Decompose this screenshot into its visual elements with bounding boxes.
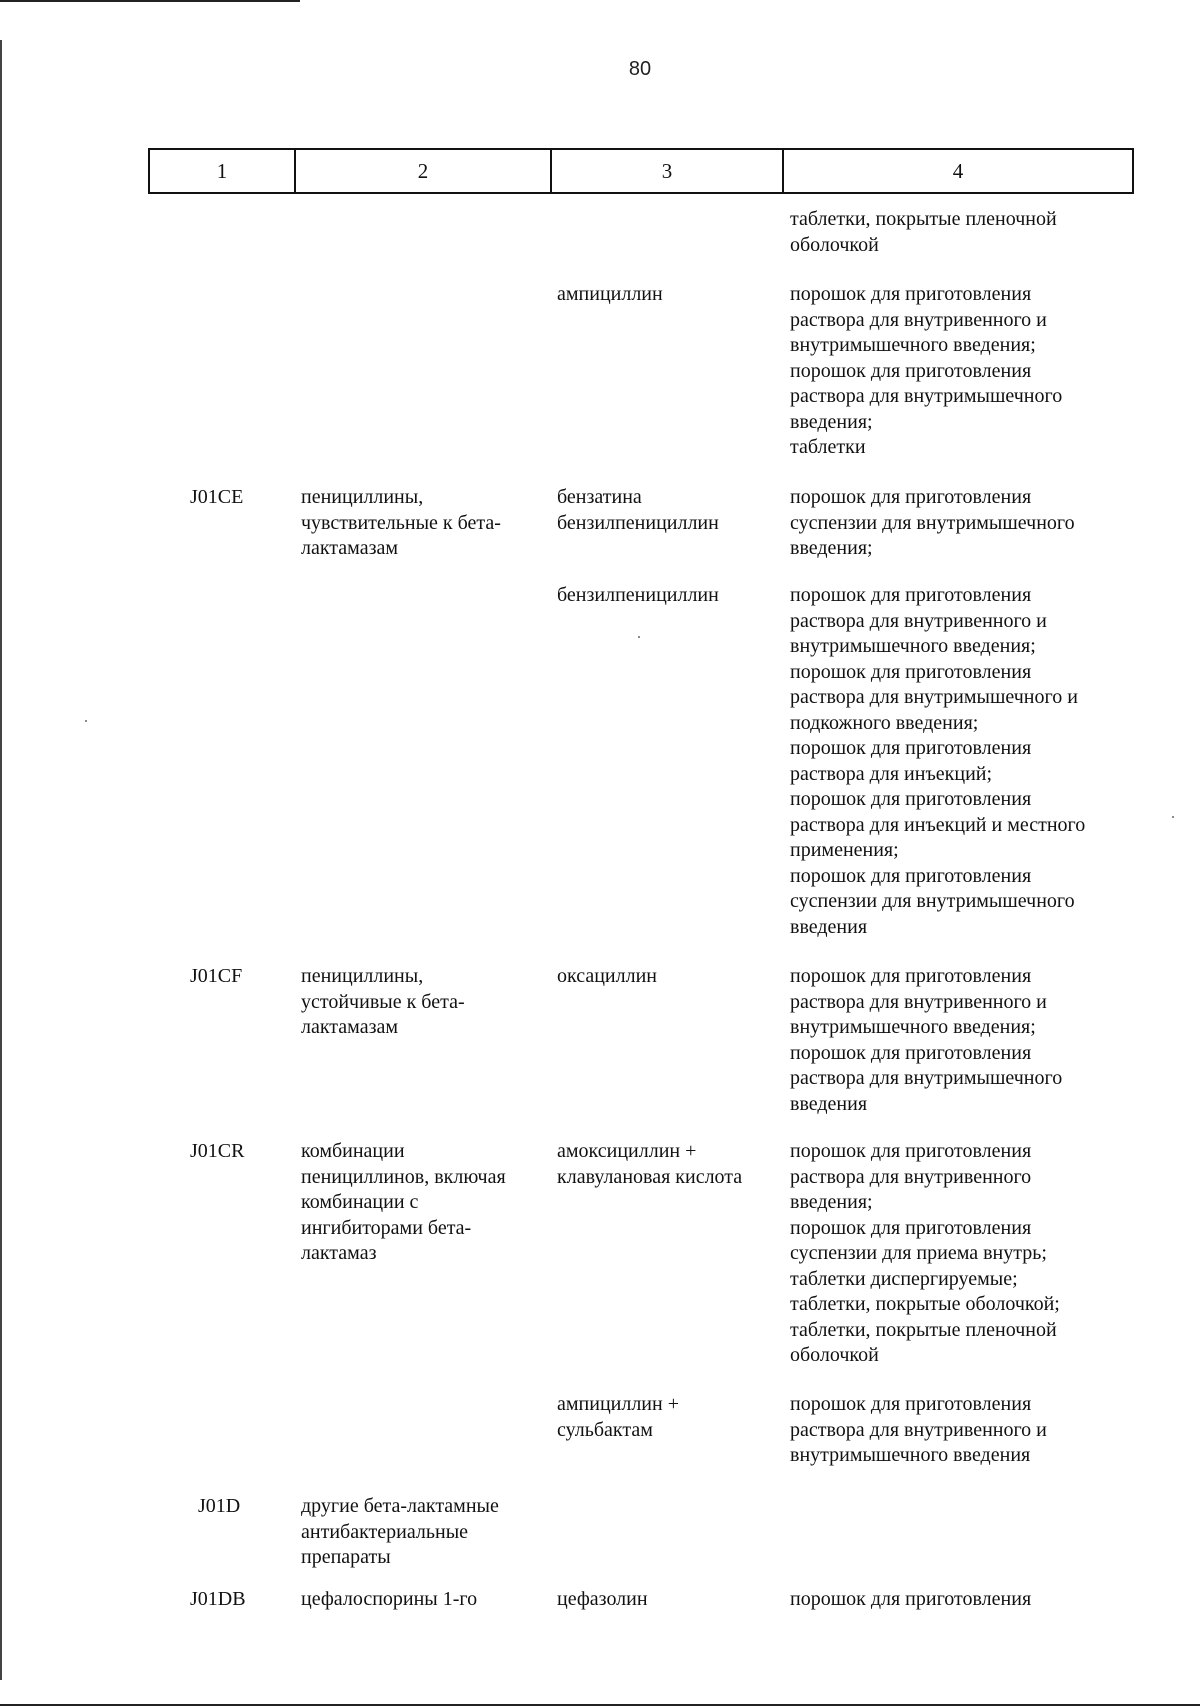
pharmacological-group: другие бета-лактамные антибактериальные препараты — [301, 1495, 499, 1568]
column-header-2: 2 — [296, 150, 552, 192]
column-header-4: 4 — [952, 158, 964, 183]
dosage-forms: порошок для приготовления раствора для внутривенного введения; порошок для приготовления суспензии для приема внутрь; таблетки диспергируемые; таблетки, покрытые оболочкой; таблетки, покрытые пленочной оболочкой — [790, 1140, 1060, 1366]
pharmacological-group: пенициллины, устойчивые к бета- лактамазам — [301, 965, 465, 1038]
left-scan-edge — [0, 40, 2, 1680]
drug-name: ампициллин — [557, 283, 663, 305]
drug-name: бензатина бензилпенициллин — [557, 486, 719, 534]
column-header-3: 3 — [552, 150, 784, 192]
drug-name: цефазолин — [557, 1588, 648, 1610]
bottom-border-line — [0, 1704, 1200, 1706]
pharmacological-group: пенициллины, чувствительные к бета- лактамазам — [301, 486, 501, 559]
scan-speck — [85, 720, 87, 722]
dosage-forms: порошок для приготовления раствора для внутривенного и внутримышечного введения; порошок для приготовления раствора для внутримышечного введения; таблетки — [790, 283, 1063, 458]
dosage-forms: порошок для приготовления суспензии для внутримышечного введения; — [790, 486, 1075, 559]
drug-name: бензилпенициллин — [557, 584, 719, 606]
drug-name: амоксициллин + клавулановая кислота — [557, 1140, 743, 1188]
dosage-forms: порошок для приготовления раствора для внутривенного и внутримышечного введения — [790, 1393, 1047, 1466]
column-header-1: 1 — [150, 150, 296, 192]
page-number: 80 — [628, 58, 652, 80]
pharmacological-group: цефалоспорины 1-го — [301, 1588, 478, 1610]
atc-code: J01D — [198, 1495, 241, 1517]
dosage-forms: порошок для приготовления раствора для внутривенного и внутримышечного введения; порошок для приготовления раствора для внутримышечного и подкожного введения; порошок для приготовления раствора для инъекций; порошок для приготовления раствора для инъекций и местного применения; порошок для приготовления суспензии для внутримышечного введения — [790, 584, 1086, 938]
scan-speck — [638, 636, 640, 638]
dosage-forms: таблетки, покрытые пленочной оболочкой — [790, 208, 1057, 256]
drug-name: ампициллин + сульбактам — [557, 1393, 679, 1441]
atc-code: J01CR — [190, 1140, 245, 1162]
atc-code: J01CE — [190, 486, 244, 508]
atc-code: J01DB — [190, 1588, 246, 1610]
dosage-forms: порошок для приготовления — [790, 1588, 1032, 1610]
scan-speck — [1172, 816, 1174, 818]
atc-code: J01CF — [190, 965, 243, 987]
dosage-forms: порошок для приготовления раствора для внутривенного и внутримышечного введения; порошок для приготовления раствора для внутримышечного введения — [790, 965, 1063, 1115]
drug-name: оксациллин — [557, 965, 657, 987]
pharmacological-group: комбинации пенициллинов, включая комбинации с ингибиторами бета- лактамаз — [301, 1140, 506, 1264]
top-border-line — [0, 0, 300, 2]
column-header-row — [148, 148, 1134, 194]
